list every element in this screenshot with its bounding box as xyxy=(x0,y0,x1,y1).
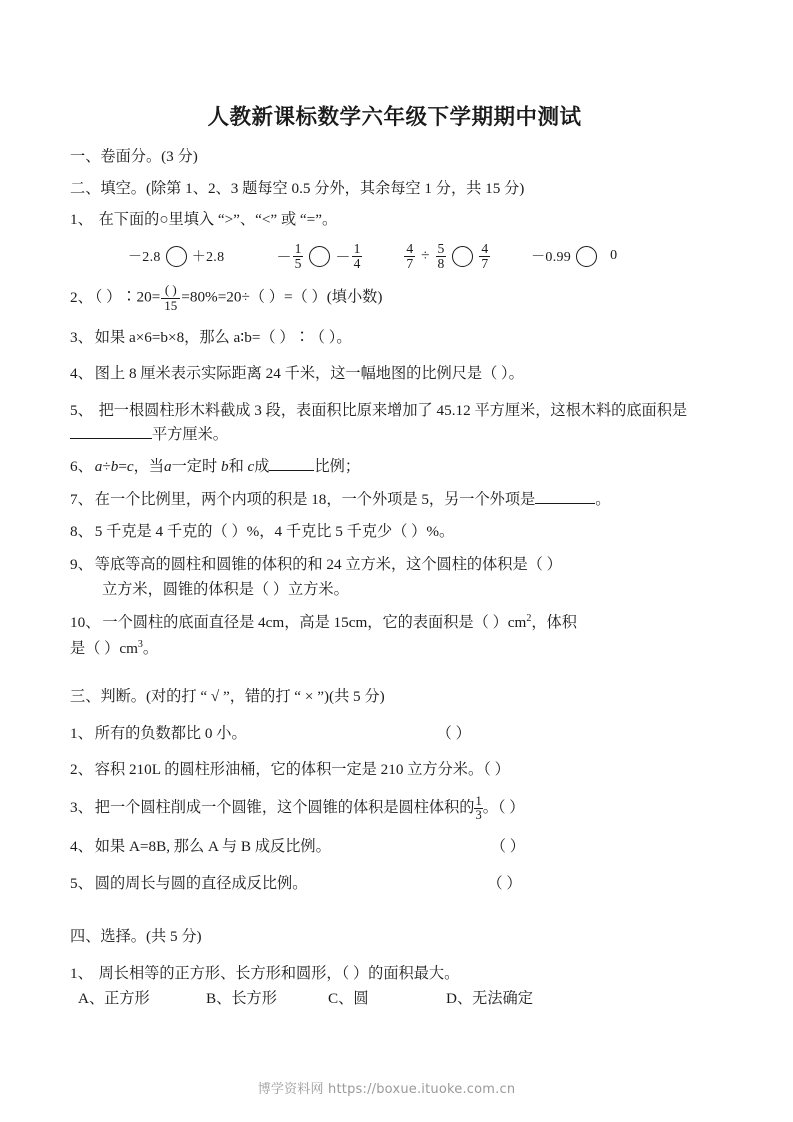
compare-c-second-fraction xyxy=(436,242,447,272)
section-four-heading: 四、选择。(共 5 分) xyxy=(70,928,202,946)
compare-d-left: －0.99 xyxy=(531,250,572,266)
compare-a-right: ＋2.8 xyxy=(191,250,225,266)
compare-item-c xyxy=(403,242,491,272)
tf-item-5-text: 圆的周长与圆的直径成反比例。 xyxy=(94,874,308,892)
tf-item-1-text: 所有的负数都比 0 小。 xyxy=(94,724,247,742)
compare-b-left-fraction xyxy=(293,242,304,272)
tf-item-1-number: 1、 xyxy=(70,724,93,742)
fill-q6-var-a: a xyxy=(94,458,103,476)
mc-option-a[interactable]: A、正方形 xyxy=(78,990,150,1008)
fill-q8 xyxy=(70,520,741,544)
fill-q6-text-d: 一定时 xyxy=(171,458,218,476)
fraction-denominator: 3 xyxy=(475,807,482,822)
tf-item-1-answer[interactable]: （ ） xyxy=(436,724,471,742)
mc-option-c[interactable]: C、圆 xyxy=(328,990,369,1008)
fill-q6-var-c: c xyxy=(126,458,134,476)
fill-q5-text-a: 把一根圆柱形木料截成 3 段，表面积比原来增加了 45.12 平方厘米，这根木料的底面积是 xyxy=(98,401,688,419)
mc-option-d[interactable]: D、无法确定 xyxy=(446,990,533,1008)
compare-b-circle[interactable] xyxy=(309,246,330,267)
fill-q2-part2: =80%=20÷（ ）=（ ）(填小数) xyxy=(181,288,383,306)
tf-item-4-text: 如果 A=8B, 那么 A 与 B 成反比例。 xyxy=(94,838,331,856)
fill-q9-number: 9、 xyxy=(70,555,93,573)
compare-d-circle[interactable] xyxy=(576,246,597,267)
fill-q4-text: 图上 8 厘米表示实际距离 24 千米，这一幅地图的比例尺是（ ）。 xyxy=(94,365,524,383)
fill-q7-text-b: 。 xyxy=(595,490,611,508)
tf-item-3 xyxy=(70,795,741,822)
fill-q10-text-a: 一个圆柱的底面直径是 4cm，高是 15cm，它的表面积是（ ）cm xyxy=(102,613,527,631)
footer-watermark: 博学资料网 https://boxue.ituoke.com.cn xyxy=(257,1082,516,1097)
compare-d-right: 0 xyxy=(610,248,618,264)
section-one-heading: 一、卷面分。(3 分) xyxy=(70,148,198,165)
fill-q6-var-b2: b xyxy=(220,458,229,476)
section-two-heading: 二、填空。(除第 1、2、3 题每空 0.5 分外，其余每空 1 分，共 15 分) xyxy=(70,179,525,197)
fill-q2-fraction xyxy=(161,283,180,313)
fraction-numerator: 5 xyxy=(437,240,445,256)
fill-q6-number: 6、 xyxy=(70,458,93,476)
fill-q3-number: 3、 xyxy=(70,328,93,346)
fill-q10-text-b: ，体积 xyxy=(531,613,577,631)
fraction-denominator: 8 xyxy=(437,255,445,271)
fill-q10-line2 xyxy=(70,637,741,661)
tf-item-1 xyxy=(70,722,741,746)
fill-q7-text-a: 在一个比例里，两个内项的积是 18，一个外项是 5，另一个外项是 xyxy=(94,490,536,508)
compare-item-d xyxy=(531,246,617,267)
compare-b-left-sign: － xyxy=(276,248,292,266)
fill-q6 xyxy=(70,455,741,479)
fill-q4-number: 4、 xyxy=(70,365,93,383)
fill-q5-number: 5、 xyxy=(70,401,93,419)
section-three-heading: 三、判断。(对的打 “ √ ”，错的打 “ × ”)(共 5 分) xyxy=(70,688,385,706)
tf-item-4-number: 4、 xyxy=(70,838,93,856)
mc-q1-text: 周长相等的正方形、长方形和圆形，（ ）的面积最大。 xyxy=(98,964,460,982)
compare-a-circle[interactable] xyxy=(166,246,187,267)
tf-item-4-answer[interactable]: （ ） xyxy=(490,838,525,856)
fill-q1-text: 在下面的○里填入 “>”、“<” 或 “=”。 xyxy=(98,211,338,229)
tf-item-3-text-b[interactable]: 。（ ） xyxy=(482,798,525,816)
tf-item-2-text[interactable]: 容积 210L 的圆柱形油桶，它的体积一定是 210 立方分米。（ ） xyxy=(94,761,510,779)
fraction-denominator: 4 xyxy=(353,255,361,271)
tf-item-2-number: 2、 xyxy=(70,761,93,779)
fraction-numerator: 1 xyxy=(294,240,302,256)
fill-q9-line2 xyxy=(70,578,741,602)
fill-q2-number: 2、 xyxy=(70,288,93,306)
mc-option-b[interactable]: B、长方形 xyxy=(206,990,277,1008)
fill-q10-text-c: 是（ ）cm xyxy=(70,639,138,657)
fill-q10-number: 10、 xyxy=(70,613,101,631)
fill-q6-text-e: 和 xyxy=(228,458,244,476)
compare-c-circle[interactable] xyxy=(452,246,473,267)
fill-q2 xyxy=(70,283,741,313)
compare-c-third-fraction xyxy=(479,242,490,272)
fill-q6-text-f: 成 xyxy=(254,458,270,476)
fill-q3 xyxy=(70,326,741,350)
fill-q10-line1 xyxy=(70,611,741,635)
fill-q5-text-b: 平方厘米。 xyxy=(152,425,228,443)
tf-item-3-number: 3、 xyxy=(70,798,93,816)
fill-q2-part1: （ ）∶20= xyxy=(94,288,161,306)
fraction-denominator: 5 xyxy=(294,255,302,271)
compare-a-left: －2.8 xyxy=(128,250,161,266)
compare-c-first-fraction xyxy=(404,242,415,272)
fill-q9-line1 xyxy=(70,553,741,577)
fill-q1 xyxy=(70,208,741,232)
fill-q10-superscript-volume: 3 xyxy=(137,638,143,650)
spacer-section-three xyxy=(70,668,741,685)
fraction-denominator: 7 xyxy=(406,255,414,271)
fill-q9-text-line2: 立方米，圆锥的体积是（ ）立方米。 xyxy=(102,581,349,599)
fill-q6-text-c: ，当 xyxy=(133,458,165,476)
fill-q7 xyxy=(70,488,741,512)
fraction-numerator: 4 xyxy=(481,240,489,256)
fill-q1-number: 1、 xyxy=(70,211,93,229)
fill-q5-blank[interactable] xyxy=(70,438,152,439)
fraction-numerator: 4 xyxy=(406,240,414,256)
fill-q6-var-b: b xyxy=(110,458,119,476)
fill-q6-blank[interactable] xyxy=(269,470,314,471)
fraction-denominator: 7 xyxy=(481,255,489,271)
fill-q10-superscript-area: 2 xyxy=(526,612,532,624)
tf-item-5 xyxy=(70,872,741,896)
fill-q1-compare-row xyxy=(70,242,741,272)
mc-q1-number: 1、 xyxy=(70,964,93,982)
fill-q6-var-a2: a xyxy=(164,458,172,476)
fill-q4 xyxy=(70,362,741,386)
fraction-numerator-blank[interactable]: ( ) xyxy=(164,282,177,298)
fill-q10-text-d: 。 xyxy=(142,639,159,657)
fill-q6-equals: = xyxy=(118,458,127,476)
mc-q1 xyxy=(70,962,741,986)
tf-item-3-fraction xyxy=(474,795,482,822)
page-title: 人教新课标数学六年级下学期期中测试 xyxy=(207,105,582,130)
fraction-numerator: 1 xyxy=(353,240,361,256)
tf-item-2 xyxy=(70,758,741,782)
fill-q7-blank[interactable] xyxy=(535,503,595,504)
tf-item-4 xyxy=(70,835,741,859)
compare-c-operator: ÷ xyxy=(421,247,430,265)
fill-q3-text: 如果 a×6=b×8，那么 a∶b=（ ）∶（ ）。 xyxy=(94,328,352,346)
fill-q6-text-g: 比例； xyxy=(314,458,361,476)
compare-b-right-fraction xyxy=(352,242,363,272)
fill-q6-op: ÷ xyxy=(102,458,111,476)
spacer-section-four xyxy=(70,908,741,925)
mc-q1-options xyxy=(70,988,741,1011)
tf-item-5-answer[interactable]: （ ） xyxy=(487,874,522,892)
compare-item-a xyxy=(128,246,224,267)
compare-item-b xyxy=(276,242,363,272)
fill-q8-text: 5 千克是 4 千克的（ ）%，4 千克比 5 千克少（ ）%。 xyxy=(94,523,455,541)
fraction-numerator: 1 xyxy=(475,793,482,808)
fill-q9-text-line1: 等底等高的圆柱和圆锥的体积的和 24 立方米，这个圆柱的体积是（ ） xyxy=(94,555,562,573)
fill-q7-number: 7、 xyxy=(70,490,93,508)
fraction-denominator: 15 xyxy=(161,298,180,313)
tf-item-5-number: 5、 xyxy=(70,874,93,892)
compare-b-right-sign: － xyxy=(335,248,351,266)
fill-q5 xyxy=(70,399,741,446)
fill-q6-var-c2: c xyxy=(247,458,255,476)
fill-q8-number: 8、 xyxy=(70,523,93,541)
tf-item-3-text-a: 把一个圆柱削成一个圆锥，这个圆锥的体积是圆柱体积的 xyxy=(94,798,475,816)
